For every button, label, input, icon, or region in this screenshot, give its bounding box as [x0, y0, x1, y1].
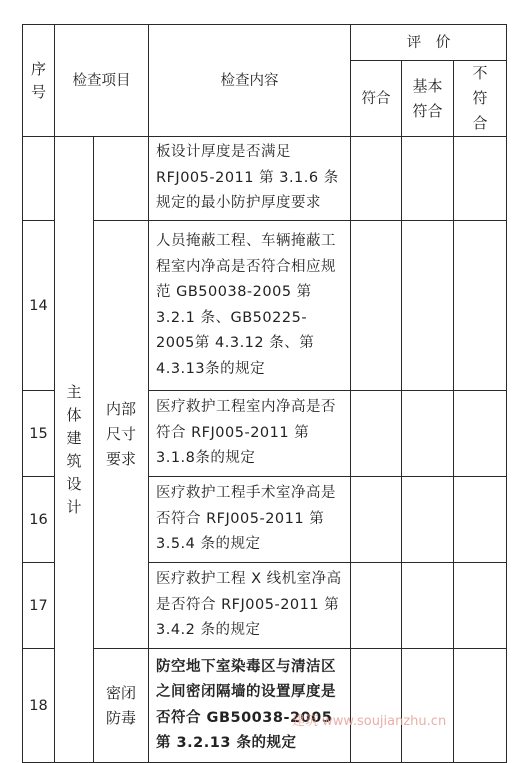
eval-pass-cell[interactable]: [351, 649, 402, 763]
eval-pass-cell[interactable]: [351, 391, 402, 477]
row-content: 医疗救护工程 X 线机室净高是否符合 RFJ005-2011 第3.4.2 条的规定: [149, 563, 351, 649]
category-main: 主体建筑设计: [55, 137, 94, 763]
subcategory-airtight: 密闭防毒: [94, 649, 149, 763]
header-eval-pass: 符合: [351, 61, 402, 137]
header-eval-basic: 基本符合: [402, 61, 454, 137]
row-content: 人员掩蔽工程、车辆掩蔽工程室内净高是否符合相应规范 GB50038-2005 第3.2.1 条、GB50225-2005第 4.3.12 条、第 4.3.13条的规定: [149, 221, 351, 391]
row-content: 板设计厚度是否满足RFJ005-2011 第 3.1.6 条规定的最小防护厚度要求: [149, 137, 351, 221]
header-evaluation: 评 价: [351, 25, 507, 61]
row-number: 15: [23, 391, 55, 477]
row-number: 18: [23, 649, 55, 763]
eval-fail-cell[interactable]: [454, 221, 507, 391]
watermark: 建筑 www.soujianzhu.cn: [292, 714, 447, 729]
eval-basic-cell[interactable]: [402, 137, 454, 221]
eval-fail-cell[interactable]: [454, 649, 507, 763]
subcategory-blank: [94, 137, 149, 221]
eval-basic-cell[interactable]: [402, 649, 454, 763]
row-content: 医疗救护工程室内净高是否符合 RFJ005-2011 第3.1.8条的规定: [149, 391, 351, 477]
header-seq: 序号: [23, 25, 55, 137]
eval-fail-cell[interactable]: [454, 391, 507, 477]
header-content: 检查内容: [149, 25, 351, 137]
row-number: 14: [23, 221, 55, 391]
eval-basic-cell[interactable]: [402, 563, 454, 649]
header-eval-fail: 不符合: [454, 61, 507, 137]
row-number: [23, 137, 55, 221]
row-number: 16: [23, 477, 55, 563]
subcategory-internal-size: 内部尺寸要求: [94, 221, 149, 649]
eval-basic-cell[interactable]: [402, 477, 454, 563]
inspection-table: [22, 24, 507, 763]
eval-fail-cell[interactable]: [454, 477, 507, 563]
eval-pass-cell[interactable]: [351, 563, 402, 649]
eval-pass-cell[interactable]: [351, 137, 402, 221]
eval-fail-cell[interactable]: [454, 137, 507, 221]
eval-pass-cell[interactable]: [351, 477, 402, 563]
row-content: 医疗救护工程手术室净高是否符合 RFJ005-2011 第3.5.4 条的规定: [149, 477, 351, 563]
eval-basic-cell[interactable]: [402, 221, 454, 391]
header-item: 检查项目: [55, 25, 149, 137]
eval-pass-cell[interactable]: [351, 221, 402, 391]
row-number: 17: [23, 563, 55, 649]
row-content: 防空地下室染毒区与清洁区之间密闭隔墙的设置厚度是否符合 GB50038-2005第 3.2.13 条的规定: [149, 649, 351, 763]
eval-fail-cell[interactable]: [454, 563, 507, 649]
eval-basic-cell[interactable]: [402, 391, 454, 477]
